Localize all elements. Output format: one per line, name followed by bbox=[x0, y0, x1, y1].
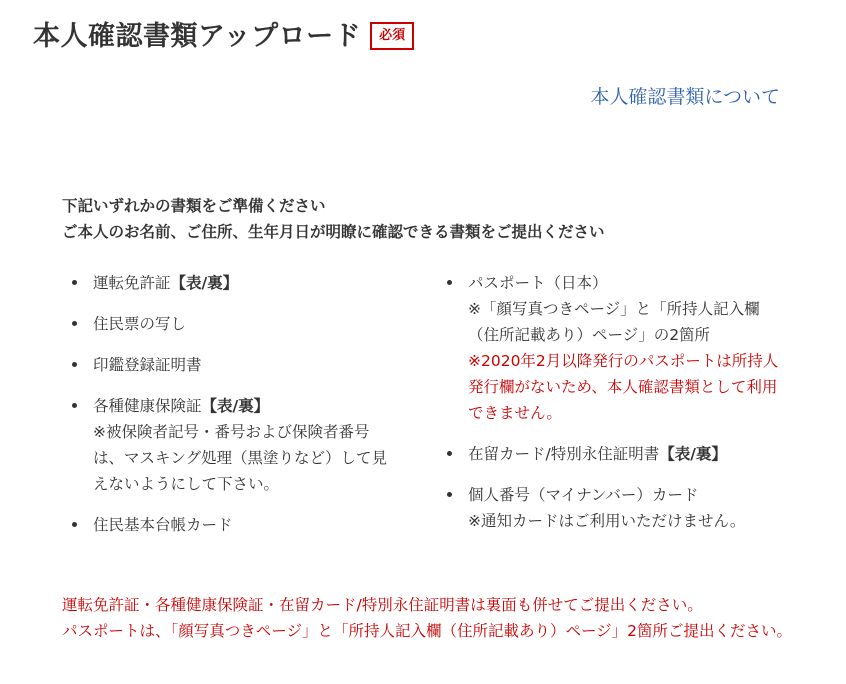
item-label: 個人番号（マイナンバー）カード bbox=[468, 486, 699, 504]
list-item-resident-registry-card bbox=[70, 512, 400, 538]
item-suffix: 【表/裏】 bbox=[170, 274, 239, 292]
item-label: 住民票の写し bbox=[93, 315, 187, 333]
item-label: 印鑑登録証明書 bbox=[93, 356, 202, 374]
item-label: 各種健康保険証 bbox=[93, 397, 202, 415]
footer-notice bbox=[62, 592, 792, 644]
item-note: ※「顔写真つきページ」と「所持人記入欄（住所記載あり）ページ」の2箇所 bbox=[468, 300, 760, 344]
footer-line-1: 運転免許証・各種健康保険証・在留カード/特別永住証明書は裏面も併せてご提出ください。 bbox=[62, 596, 703, 614]
item-warning: ※2020年2月以降発行のパスポートは所持人発行欄がないため、本人確認書類として利用できません。 bbox=[468, 352, 779, 422]
item-note: ※被保険者記号・番号および保険者番号は、マスキング処理（黒塗りなど）して見えないようにして下さい。 bbox=[93, 423, 388, 493]
item-note: ※通知カードはご利用いただけません。 bbox=[468, 512, 746, 530]
list-item-seal-certificate bbox=[70, 352, 400, 378]
footer-line-2: パスポートは、「顔写真つきページ」と「所持人記入欄（住所記載あり）ページ」2箇所ご提出ください。 bbox=[62, 622, 792, 640]
item-label: 在留カード/特別永住証明書 bbox=[468, 445, 660, 463]
item-label: 運転免許証 bbox=[93, 274, 171, 292]
item-label: パスポート（日本） bbox=[468, 274, 608, 292]
required-badge: 必須 bbox=[370, 22, 414, 50]
instruction-line-1: 下記いずれかの書類をご準備ください bbox=[62, 197, 326, 215]
page-title: 本人確認書類アップロード bbox=[33, 21, 362, 52]
document-list-left bbox=[70, 270, 400, 553]
list-item-health-insurance bbox=[70, 393, 400, 497]
id-documents-info-link[interactable]: 本人確認書類について bbox=[590, 86, 780, 108]
list-item-residence-card bbox=[445, 441, 785, 467]
list-item-resident-certificate bbox=[70, 311, 400, 337]
item-suffix: 【表/裏】 bbox=[201, 397, 270, 415]
item-label: 住民基本台帳カード bbox=[93, 516, 233, 534]
page-header bbox=[33, 14, 414, 53]
list-item-passport bbox=[445, 270, 785, 426]
instructions bbox=[62, 193, 605, 245]
document-list-right bbox=[445, 270, 785, 549]
item-suffix: 【表/裏】 bbox=[659, 445, 727, 463]
instruction-line-2: ご本人のお名前、ご住所、生年月日が明瞭に確認できる書類をご提出ください bbox=[62, 223, 605, 241]
list-item-my-number-card bbox=[445, 482, 785, 534]
list-item-drivers-license bbox=[70, 270, 400, 296]
